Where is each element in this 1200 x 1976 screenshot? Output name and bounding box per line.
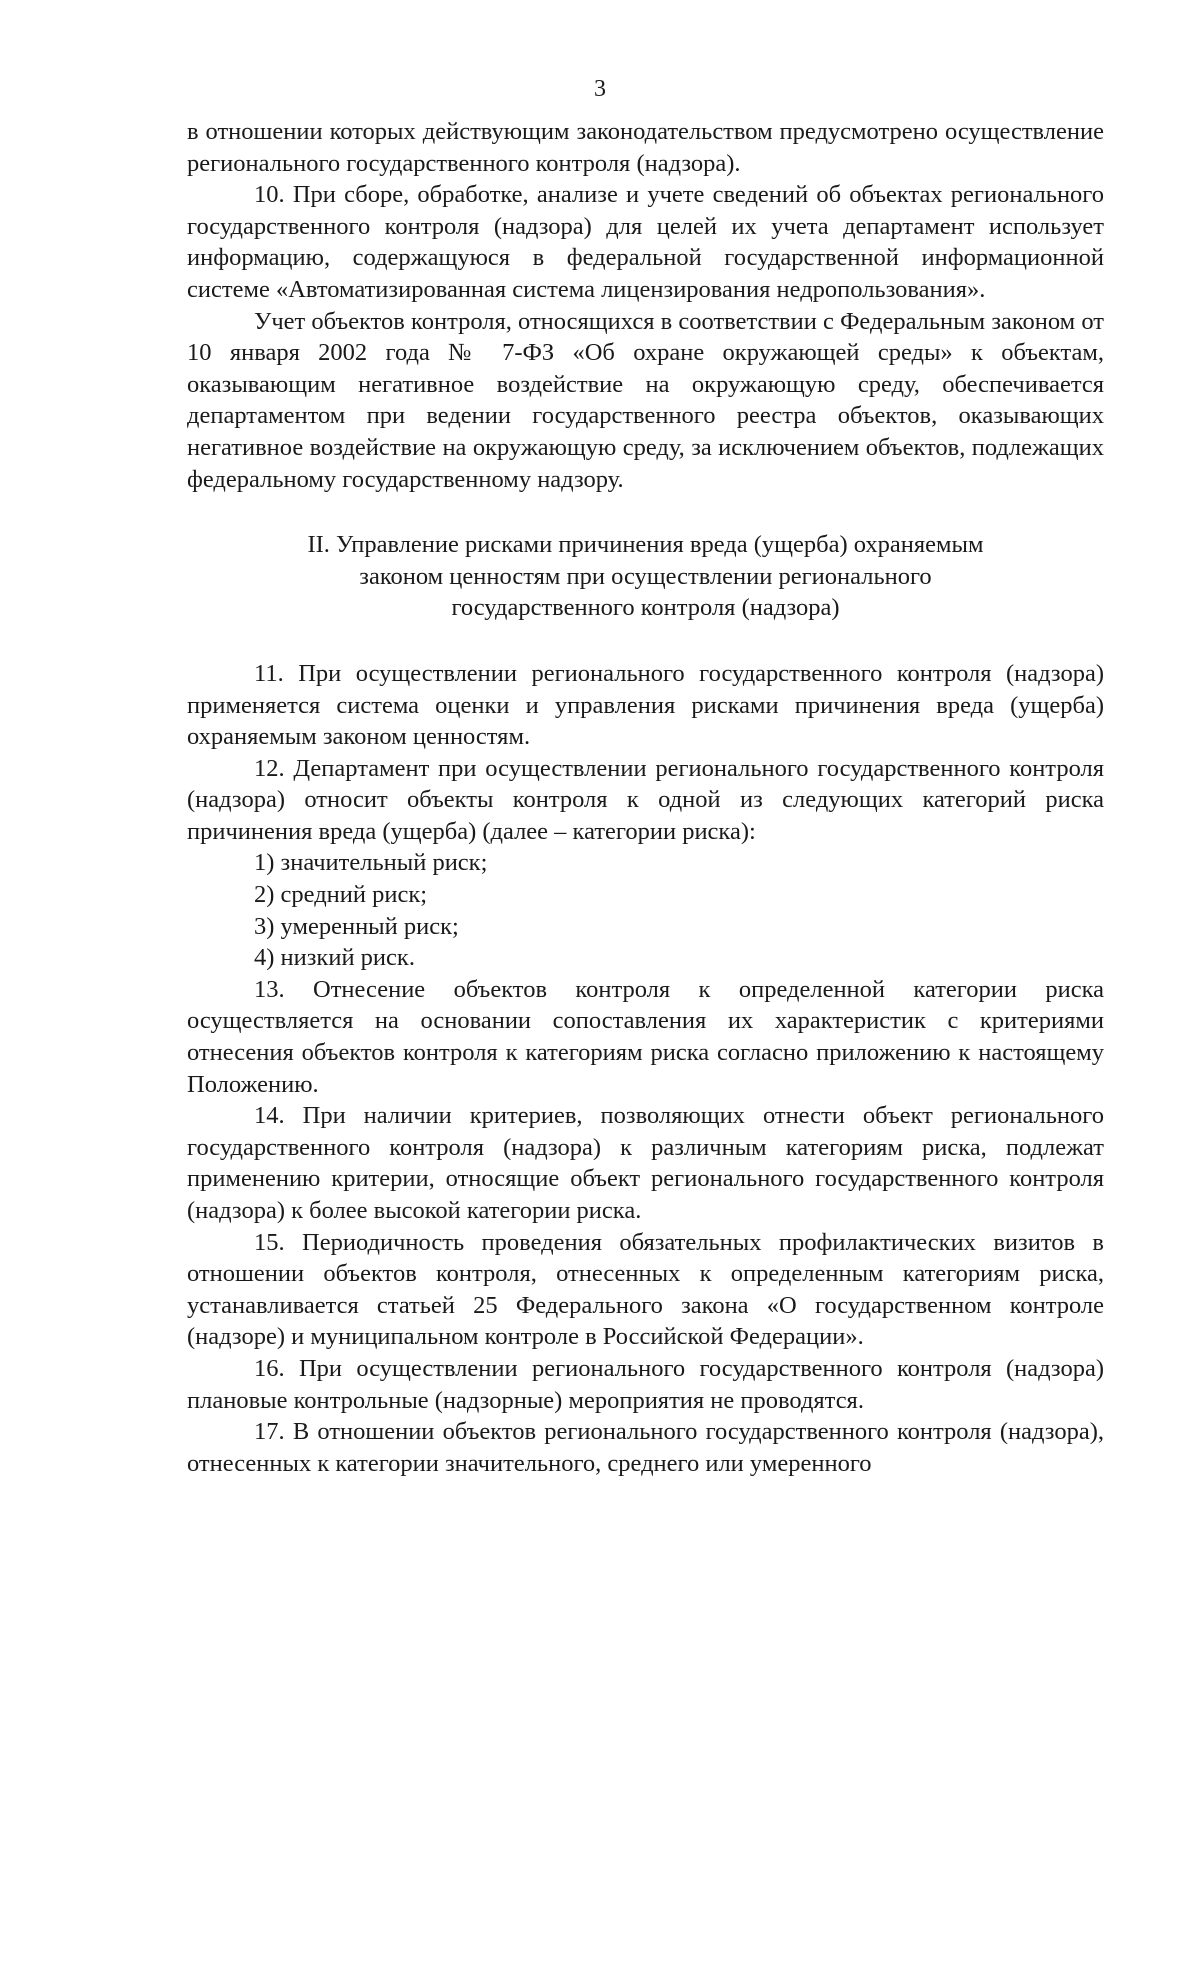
paragraph-12: 12. Департамент при осуществлении регионального государственного контроля (надзора) относит объекты контроля к одной из следующих категорий риска причинения вреда (ущерба) (далее – категории риска):: [187, 754, 1104, 845]
section-heading-line-3: государственного контроля (надзора): [451, 594, 840, 622]
paragraph-10: 10. При сборе, обработке, анализе и учете сведений об объектах регионального государственного контроля (надзора) для целей их учета департамент использует информацию, содержащуюся в федеральной государственной информационной системе «Автоматизированная система лицензирования недропользования».: [187, 181, 1104, 303]
paragraph-13: 13. Отнесение объектов контроля к определенной категории риска осуществляется на основании сопоставления их характеристик с критериями отнесения объектов контроля к категориям риска согласно приложению к настоящему Положению.: [187, 975, 1104, 1098]
list-item-risk-2: 2) средний риск;: [254, 881, 428, 909]
page-number: 3: [594, 76, 606, 102]
paragraph-17: 17. В отношении объектов регионального государственного контроля (надзора), отнесенных к категории значительного, среднего или умеренного: [187, 1418, 1104, 1477]
list-item-risk-1: 1) значительный риск;: [254, 849, 488, 877]
paragraph-14: 14. При наличии критериев, позволяющих отнести объект регионального государственного контроля (надзора) к различным категориям риска, подлежат применению критерии, относящие объект регионального государственного контроля (надзора) к более высокой категории риска.: [187, 1102, 1104, 1224]
paragraph-11: 11. При осуществлении регионального государственного контроля (надзора) применяется система оценки и управления рисками причинения вреда (ущерба) охраняемым законом ценностям.: [187, 659, 1104, 751]
document-body: [187, 116, 1104, 1479]
section-heading-line-1: II. Управление рисками причинения вреда (ущерба) охраняемым: [307, 531, 984, 559]
paragraph-15: 15. Периодичность проведения обязательных профилактических визитов в отношении объектов контроля, отнесенных к определенным категориям риска, устанавливается статьей 25 Федерального закона «О государственном контроле (надзоре) и муниципальном контроле в Российской Федерации».: [187, 1228, 1104, 1351]
paragraph-continuation: в отношении которых действующим законодательством предусмотрено осуществление регионального государственного контроля (надзора).: [187, 118, 1104, 177]
list-item-risk-4: 4) низкий риск.: [254, 944, 415, 972]
list-item-risk-3: 3) умеренный риск;: [254, 912, 459, 940]
paragraph-objects-accounting: Учет объектов контроля, относящихся в соответствии с Федеральным законом от 10 января 2002 года № 7-ФЗ «Об охране окружающей среды» к объектам, оказывающим негативное воздействие на окружающую среду, обеспечивается департаментом при ведении государственного реестра объектов, оказывающих негативное воздействие на окружающую среду, за исключением объектов, подлежащих федеральному государственному надзору.: [187, 307, 1104, 493]
section-heading-line-2: законом ценностям при осуществлении регионального: [359, 562, 932, 590]
section-heading: [187, 529, 1104, 624]
paragraph-16: 16. При осуществлении регионального государственного контроля (надзора) плановые контрольные (надзорные) мероприятия не проводятся.: [187, 1354, 1104, 1414]
